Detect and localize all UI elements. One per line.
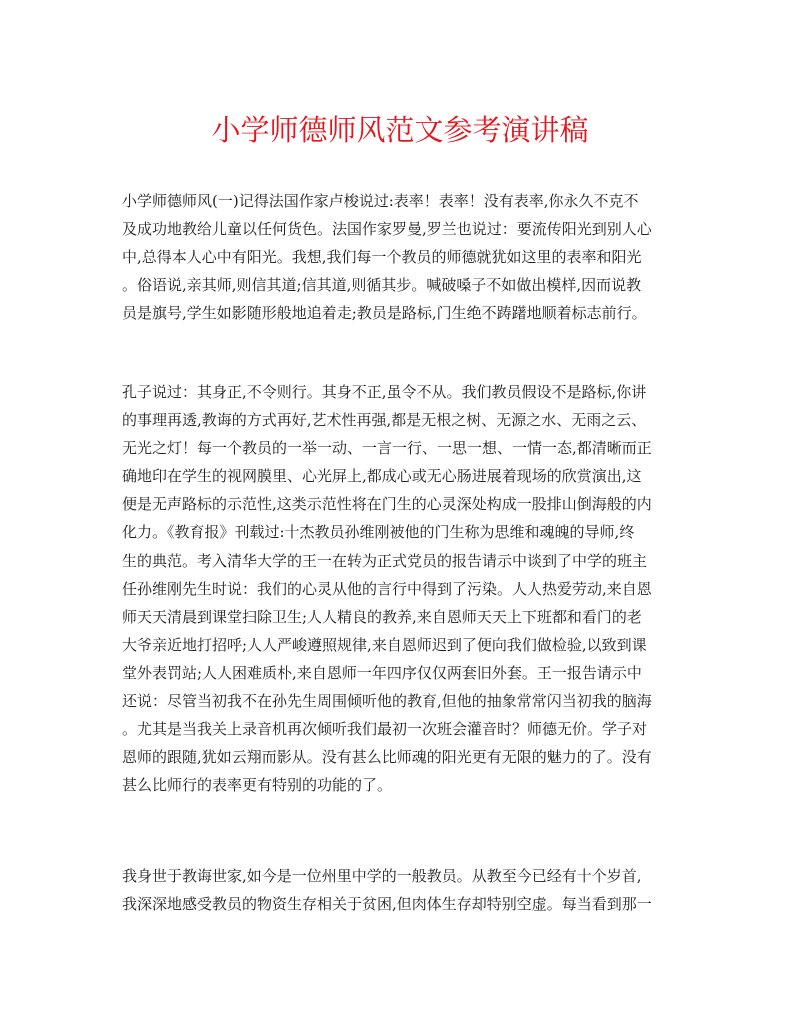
paragraph-line: 堂外表罚站;人人困难质朴,来自恩师一年四序仅仅两套旧外套。王一报告请示中 — [122, 663, 642, 682]
paragraph-2 — [122, 378, 682, 799]
paragraph-line: 任孙维刚先生时说：我们的心灵从他的言行中得到了污染。人人热爱劳动,来自恩 — [122, 579, 652, 598]
paragraph-line: 确地印在学生的视网膜里、心光屏上,都成心或无心肠进展着现场的欣赏演出,这 — [122, 467, 642, 486]
paragraph-line: 我身世于教诲世家,如今是一位州里中学的一般教员。从教至今已经有十个岁首, — [122, 867, 642, 885]
paragraph-line: 我深深地感受教员的物资生存相关于贫困,但肉体生存却特别空虚。每当看到那一 — [122, 895, 652, 914]
paragraph-3 — [122, 862, 682, 918]
paragraph-line: 小学师德师风(一)记得法国作家卢梭说过:表率！表率！没有表率,你永久不克不 — [122, 192, 639, 210]
paragraph-line: 师天天清晨到课堂扫除卫生;人人精良的教养,来自恩师天天上下班都和看门的老 — [122, 607, 642, 626]
paragraph-line: 中,总得本人心中有阳光。我想,我们每一个教员的师德就犹如这里的表率和阳光 — [122, 248, 642, 267]
paragraph-line: 大爷亲近地打招呼;人人严峻遵照规律,来自恩师迟到了便向我们做检验,以致到课 — [122, 635, 647, 654]
paragraph-line: 及成功地教给儿童以任何货色。法国作家罗曼,罗兰也说过：要流传阳光到别人心 — [122, 220, 652, 239]
paragraph-line: 化力。《教育报》刊载过:十杰教员孙维刚被他的门生称为思维和魂魄的导师,终 — [122, 523, 635, 542]
paragraph-line: 还说：尽管当初我不在孙先生周围倾听他的教育,但他的抽象常常闪当初我的脑海 — [122, 692, 652, 711]
paragraph-line: 便是无声路标的示范性,这类示范性将在门生的心灵深处构成一股排山倒海般的内 — [122, 495, 652, 514]
document-title: 小学师德师风范文参考演讲稿 — [211, 113, 589, 147]
paragraph-line: 生的典范。考入清华大学的王一在转为正式党员的报告请示中谈到了中学的班主 — [122, 551, 648, 570]
paragraph-line: 。尤其是当我关上录音机再次倾听我们最初一次班会灌音时？师德无价。学子对 — [122, 720, 648, 739]
paragraph-line: 员是旗号,学生如影随形般地追着走;教员是路标,门生绝不踌躇地顺着标志前行。 — [122, 304, 647, 323]
paragraph-line: 无光之灯！每一个教员的一举一动、一言一行、一思一想、一情一态,都清晰而正 — [122, 439, 652, 458]
paragraph-line: 的事理再透,教诲的方式再好,艺术性再强,都是无根之树、无源之水、无雨之云、 — [122, 411, 647, 430]
paragraph-line: 恩师的跟随,犹如云翔而影从。没有甚么比师魂的阳光更有无限的魅力的了。没有 — [122, 748, 652, 767]
paragraph-line: 孔子说过：其身正,不令则行。其身不正,虽令不从。我们教员假设不是路标,你讲 — [122, 383, 647, 401]
paragraph-1 — [122, 187, 682, 327]
paragraph-line: 甚么比师行的表率更有特别的功能的了。 — [122, 776, 393, 795]
paragraph-line: 。俗语说,亲其师,则信其道;信其道,则循其步。喊破嗓子不如做出模样,因而说教 — [122, 276, 642, 295]
